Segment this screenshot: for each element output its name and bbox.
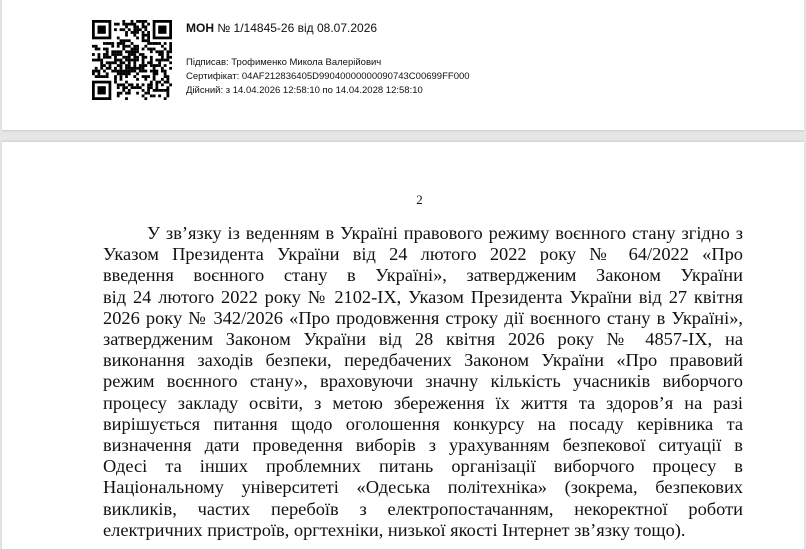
paragraph-line: виконання заходів безпеки, передбачених Законом України «Про правовий: [103, 350, 743, 371]
qr-code: [92, 20, 172, 100]
paragraph-line: вирішується питання щодо оголошення конкурсу на посаду керівника та: [103, 413, 743, 434]
paragraph-line: затвердженим Законом України від 28 квітня 2026 року № 4857-IX, на: [103, 329, 743, 350]
certificate-number: Сертифікат: 04AF212836405D99040000000090743C00699FF000: [186, 71, 470, 82]
paragraph-line: У зв’язку із веденням в Україні правового режиму воєнного стану згідно з: [147, 223, 743, 243]
paragraph-line: 2026 року № 342/2026 «Про продовження строку дії воєнного стану в Україні»,: [103, 307, 743, 328]
paragraph-line: від 24 лютого 2022 року № 2102-IX, Указом Президента України від 27 квітня: [103, 286, 743, 307]
page-number: 2: [416, 192, 423, 207]
paragraph-line: процесу закладу освіти, з метою збереження їх життя та здоров’я на разі: [103, 392, 743, 413]
paragraph-line: Указом Президента України від 24 лютого 2022 року № 64/2022 «Про: [103, 244, 743, 265]
paragraph-line: електричних пристроїв, оргтехніки, низької якості Інтернет зв’язку тощо).: [103, 519, 686, 540]
paragraph-line: режим воєнного стану», враховуючи значну кількість учасників виборчого: [103, 371, 743, 392]
paragraph-line: викликів, частих перебоїв з електропостачанням, некоректної роботи: [103, 498, 743, 519]
signed-by: Підписав: Трофименко Микола Валерійович: [186, 57, 382, 68]
body-paragraph: [103, 223, 743, 541]
paragraph-line: Одесі та інших проблемних питань організації виборчого процесу в: [103, 456, 743, 477]
paragraph-line: Національному університеті «Одеська політехніка» (зокрема, безпекових: [103, 477, 743, 498]
registration-number: № 1/14845-26 від 08.07.2026: [217, 21, 378, 35]
registration-line: [186, 20, 470, 36]
validity-period: Дійсний: з 14.04.2026 12:58:10 по 14.04.2028 12:58:10: [186, 85, 423, 96]
stamp-org: МОН: [186, 21, 214, 35]
paragraph-line: введення воєнного стану в Україні», затвердженим Законом України: [103, 265, 743, 286]
paragraph-line: визначення дати проведення виборів з урахуванням безпекової ситуації в: [103, 435, 743, 456]
signature-stamp: [186, 20, 470, 98]
page-2: [2, 142, 804, 549]
page-1-signature-strip: [2, 0, 804, 130]
